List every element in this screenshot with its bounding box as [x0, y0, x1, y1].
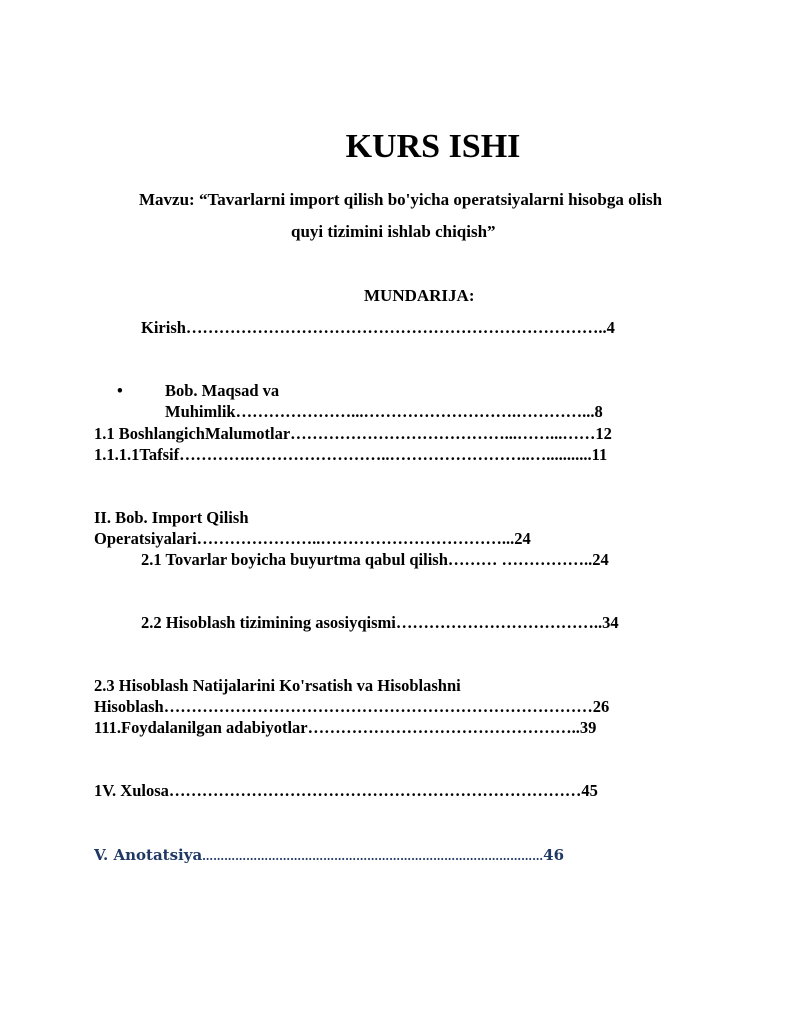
toc-heading: MUNDARIJA: [364, 286, 475, 305]
toc-entry-chapter1-line2: Muhimlik…………………...……………………….…………...8 [165, 402, 603, 421]
toc-entry-annotation [94, 845, 564, 867]
toc-entry-chapter2-line1: II. Bob. Import Qilish [94, 508, 249, 527]
annotation-page-number: 46 [543, 846, 565, 864]
toc-entry-section-2-2: 2.2 Hisoblash tizimining asosiyqismi………………………………..34 [141, 613, 619, 632]
toc-entry-section-2-3-line1: 2.3 Hisoblash Natijalarini Ko'rsatish va Hisoblashni [94, 676, 461, 695]
toc-entry-section-2-1: 2.1 Tovarlar boyicha buyurtma qabul qilish……… ……………..24 [141, 550, 609, 569]
toc-bullet: • [117, 381, 123, 400]
toc-entry-conclusion: 1V. Xulosa…………………………………………………………………45 [94, 781, 598, 800]
toc-entry-section-2-3-line2: Hisoblash……………………………………………………………………26 [94, 697, 610, 716]
subject-line-1: Mavzu: “Tavarlarni import qilish bo'yicha operatsiyalarni hisobga olish [139, 190, 663, 209]
toc-entry-chapter2-line2: Operatsiyalari…………………..……………………………...24 [94, 529, 531, 548]
document-title: KURS ISHI [345, 128, 521, 165]
subject-line-2: quyi tizimini ishlab chiqish” [291, 222, 496, 241]
toc-entry-references: 111.Foydalanilgan adabiyotlar…………………………………………..39 [94, 718, 597, 737]
toc-entry-section-1-1-1-1: 1.1.1.1Tafsif………….……………………..……………………..…...........11 [94, 445, 608, 464]
annotation-dots: ………………………………………………………………………………… [202, 850, 544, 863]
toc-entry-intro: Kirish…………………………………………………………………..4 [141, 318, 615, 337]
toc-entry-chapter1-line1: Bob. Maqsad va [165, 381, 280, 400]
toc-entry-section-1-1: 1.1 BoshlangichMalumotlar…………………………………...……...……12 [94, 424, 612, 443]
annotation-label: V. Anotatsiya [94, 846, 203, 864]
